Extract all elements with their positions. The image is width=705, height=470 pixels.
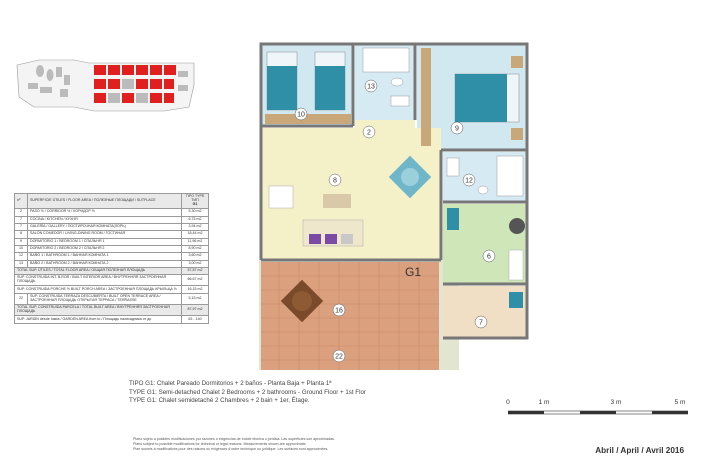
row-value: 8,90 m2 [182, 245, 209, 252]
table-row [15, 253, 209, 260]
room-label-9 [451, 122, 463, 134]
svg-text:6: 6 [487, 253, 491, 261]
room-label-6 [483, 250, 495, 262]
row-num: 7 [15, 216, 28, 223]
table-row [15, 216, 209, 223]
total-label: SUP. CONSTRUIDA TERRAZA DESCUBIERTA / BUILT OPEN TERRACE AREA / ЗАСТРОЕННАЯ ПЛОЩАДЬ ОТКРЫТАЯ ТЕРРАСА / TERRASSE [28, 293, 182, 304]
total-label: TOTAL SUP. CONSTRUIDA PARCELA / TOTAL BUILT AREA / ВНУТРЕННЯЯ ЗАСТРОЕННАЯ ПЛОЩАДЬ [15, 305, 182, 316]
site-plan-thumbnail [14, 55, 199, 115]
area-table [14, 193, 209, 324]
room-label-2 [363, 126, 375, 138]
svg-text:7: 7 [479, 319, 483, 327]
row-label: COCINA / KITCHEN / КУХНЯ [28, 216, 182, 223]
note-fr: Plan soumis à modifications pour des raisons ou exigences d'ordre technique ou juridique. Les surfaces sont approximées. [133, 446, 329, 451]
total-value: 57,57 m2 [182, 267, 209, 274]
header-type-label: TIPO TYPE TИП [185, 194, 205, 203]
total-row [15, 286, 209, 293]
row-value: 3,00 m2 [182, 260, 209, 267]
row-value: 5,30 m2 [182, 209, 209, 216]
row-num: 8 [15, 231, 28, 238]
row-value: 6,75 m2 [182, 216, 209, 223]
row-num: 2 [15, 209, 28, 216]
total-label: SUP. CONSTRUIDA PORCHE ½ BUILT PORCH AREA / ЗАСТРОЕННАЯ ПЛОЩАДЬ КРЫЛЬЦА ½ [15, 286, 182, 293]
header-type [182, 194, 209, 209]
note-es: Plano sujeto a posibles modificaciones por razones o exigencias de índole técnica o jurídica. Las superficies son aproximadas. [133, 437, 335, 441]
area-table-header [15, 194, 209, 209]
row-value: 18,44 m2 [182, 231, 209, 238]
row-value: 3,94 m2 [182, 223, 209, 230]
table-row [15, 231, 209, 238]
room-label-13 [365, 80, 377, 92]
row-num: 9 [15, 238, 28, 245]
header-num: nº [15, 194, 28, 209]
row-value: 3,60 m2 [182, 253, 209, 260]
total-value: 16,15 m2 [182, 286, 209, 293]
svg-text:9: 9 [455, 125, 459, 133]
row-label: SALÓN COMEDOR / LIVING-DINING ROOM / ГОСТИНАЯ [28, 231, 182, 238]
row-label: DORMITORIO 1 / BEDROOM 1 / СПАЛЬНЯ 1 [28, 238, 182, 245]
total-value: 63 - 140 [182, 316, 209, 323]
total-value: 5,15 m2 [182, 293, 209, 304]
total-label: SUP. JARDÍN desde hasta / GARDEN AREA from to / Площадь палисадника от до [15, 316, 182, 323]
row-label: BAÑO 2 / BATHROOM 2 / ВАННАЯ КОМНАТА 2 [28, 260, 182, 267]
total-row [15, 267, 209, 274]
gallery-fixtures [509, 292, 523, 308]
room-label-16 [333, 304, 345, 316]
type-descriptions [129, 380, 366, 406]
note-en: Plans subject to possible modifications for technical or legal reasons. Measurements shown are approximate. [133, 441, 307, 446]
table-row [15, 260, 209, 267]
total-label: TOTAL SUP. ÚTILES / TOTAL FLOOR AREA / ОБЩАЯ ПОЛЕЗНАЯ ПЛОЩАДЬ [15, 267, 182, 274]
table-row [15, 209, 209, 216]
description-en: TYPE G1: Semi-detached Chalet 2 Bedrooms + 2 bathrooms - Ground Floor + 1st Flor [129, 388, 366, 396]
scale-bar-graphic [508, 399, 688, 429]
total-row [15, 305, 209, 316]
row-num: 12 [15, 253, 28, 260]
scale-bar [508, 399, 688, 429]
svg-text:2: 2 [367, 129, 371, 137]
row-num: 13 [15, 260, 28, 267]
total-value: 87,97 m2 [182, 305, 209, 316]
total-row [15, 293, 209, 304]
total-num: 22 [15, 293, 28, 304]
table-row [15, 245, 209, 252]
room-label-8 [329, 174, 341, 186]
floor-plan [245, 30, 535, 375]
disclaimer-notes [133, 437, 335, 451]
room-label-22 [333, 350, 345, 362]
description-es: TIPO G1: Chalet Pareado Dormitorios + 2 baños - Planta Baja + Planta 1ª [129, 380, 332, 387]
header-type-code: G1 [192, 202, 198, 207]
description-fr: TYPE G1: Chalet semidetaché 2 Chambres + 2 bain + 1er, Étage. [129, 397, 310, 405]
row-label: PASO ½ / CORRIDOR ½ / КОРИДОР ½ [28, 209, 182, 216]
scale-label-3: 3 m [610, 399, 622, 406]
svg-text:10: 10 [297, 111, 305, 119]
plan-type-label: G1 [404, 265, 422, 279]
svg-text:13: 13 [367, 83, 375, 91]
scale-label-0: 0 [506, 399, 510, 406]
total-row [15, 275, 209, 286]
header-label: SUPERFICIE ÚTILES / FLOOR AREA / ПОЛЕЗНЫЕ ПЛОЩАДИ / SUTFLACE [28, 194, 182, 209]
row-label: DORMITORIO 2 / BEDROOM 2 / СПАЛЬНЯ 2 [28, 245, 182, 252]
total-row [15, 316, 209, 323]
svg-text:22: 22 [335, 353, 343, 361]
total-label: SUP. CONSTRUIDA INT. B.ROR / BUILT INTERIOR AREA / ВНУТРЕННЯЯ ЗАСТРОЕННАЯ ПЛОЩАДЬ [15, 275, 182, 286]
table-row [15, 238, 209, 245]
room-label-7 [475, 316, 487, 328]
svg-text:12: 12 [465, 177, 473, 185]
publication-date: Abril / April / Avril 2016 [595, 446, 684, 455]
row-num: 10 [15, 245, 28, 252]
table-row [15, 223, 209, 230]
room-label-10 [295, 108, 307, 120]
svg-text:16: 16 [335, 307, 343, 315]
row-label: BAÑO 1 / BATHROOM 1 / ВАННАЯ КОМНАТА 1 [28, 253, 182, 260]
room-label-12 [463, 174, 475, 186]
scale-label-1: 1 m [538, 399, 550, 406]
svg-text:8: 8 [333, 177, 337, 185]
row-value: 11,96 m2 [182, 238, 209, 245]
total-value: 66,67 m2 [182, 275, 209, 286]
row-num: 7 [15, 223, 28, 230]
scale-label-5: 5 m [674, 399, 686, 406]
row-label: GALERÍA / GALLERY / ПОСТИРОЧНАЯ КОМНАТА(ЛОРЬ) [28, 223, 182, 230]
